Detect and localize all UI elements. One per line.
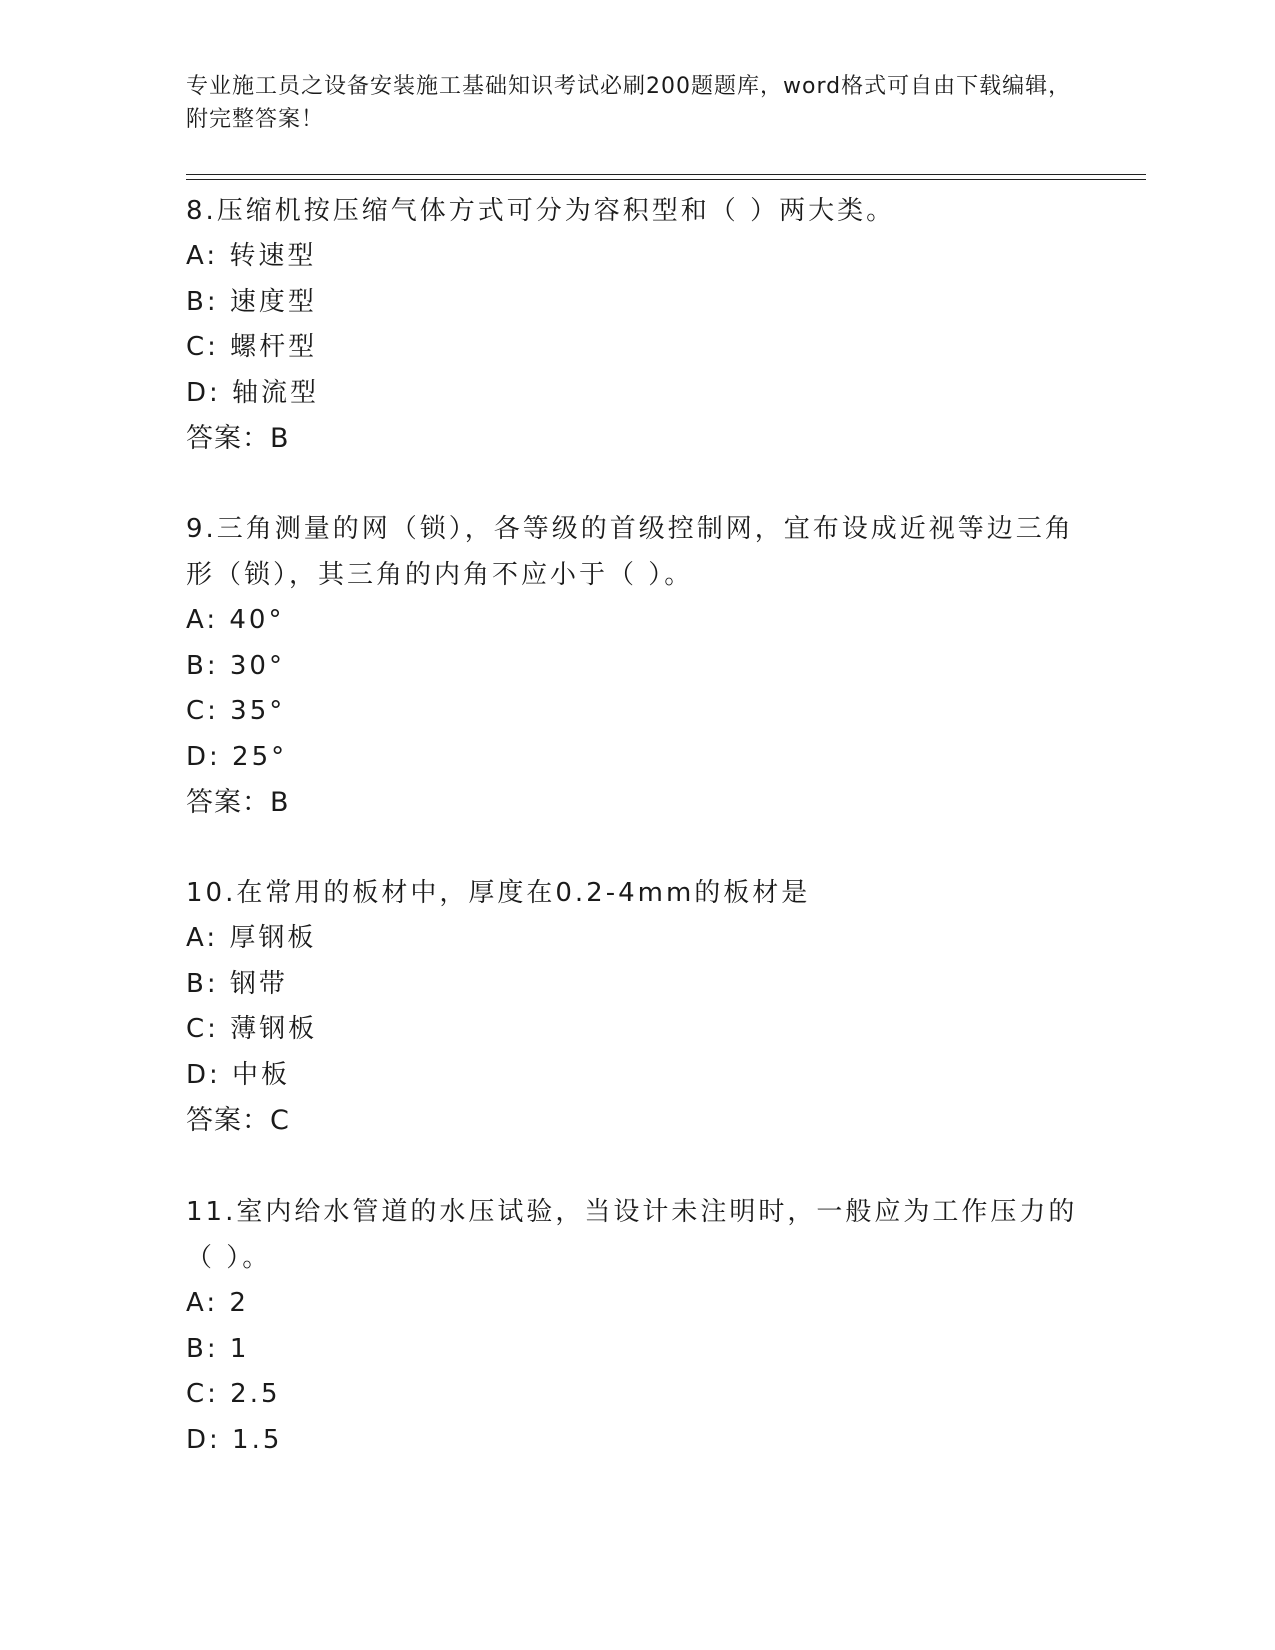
question-text: 8.压缩机按压缩气体方式可分为容积型和（ ）两大类。	[186, 196, 896, 226]
question-text: 10.在常用的板材中，厚度在0.2-4mm的板材是	[186, 878, 811, 908]
answer: 答案：C	[186, 1105, 290, 1136]
option-b: B: 30°	[186, 650, 285, 681]
option-b: B: 1	[186, 1333, 250, 1364]
option-d: D: 25°	[186, 741, 288, 772]
question-9	[186, 506, 1086, 826]
option-c: C: 35°	[186, 696, 286, 726]
option-b: B: 钢带	[186, 968, 288, 999]
option-c: C: 2.5	[186, 1379, 281, 1409]
answer: 答案：B	[186, 787, 290, 818]
question-11	[186, 1189, 1086, 1463]
option-a: A: 转速型	[186, 241, 317, 271]
question-text: 11.室内给水管道的水压试验，当设计未注明时，一般应为工作压力的（ ）。	[186, 1197, 1078, 1273]
option-b: B: 速度型	[186, 286, 317, 317]
header-divider-top	[186, 174, 1146, 175]
option-c: C: 薄钢板	[186, 1014, 318, 1044]
question-8	[186, 188, 1086, 462]
document-header: 专业施工员之设备安装施工基础知识考试必刷200题题库，word格式可自由下载编辑，附完整答案！	[186, 74, 1072, 132]
option-c: C: 螺杆型	[186, 332, 318, 362]
question-10	[186, 870, 1086, 1144]
answer: 答案：B	[186, 423, 290, 454]
question-text: 9.三角测量的网（锁），各等级的首级控制网，宜布设成近视等边三角形（锁），其三角的内角不应小于（ ）。	[186, 514, 1074, 590]
option-d: D: 轴流型	[186, 377, 320, 408]
option-a: A: 厚钢板	[186, 923, 317, 953]
header-divider-bottom	[186, 179, 1146, 180]
option-a: A: 2	[186, 1288, 249, 1318]
option-d: D: 中板	[186, 1059, 291, 1090]
option-a: A: 40°	[186, 605, 285, 635]
option-d: D: 1.5	[186, 1424, 283, 1455]
